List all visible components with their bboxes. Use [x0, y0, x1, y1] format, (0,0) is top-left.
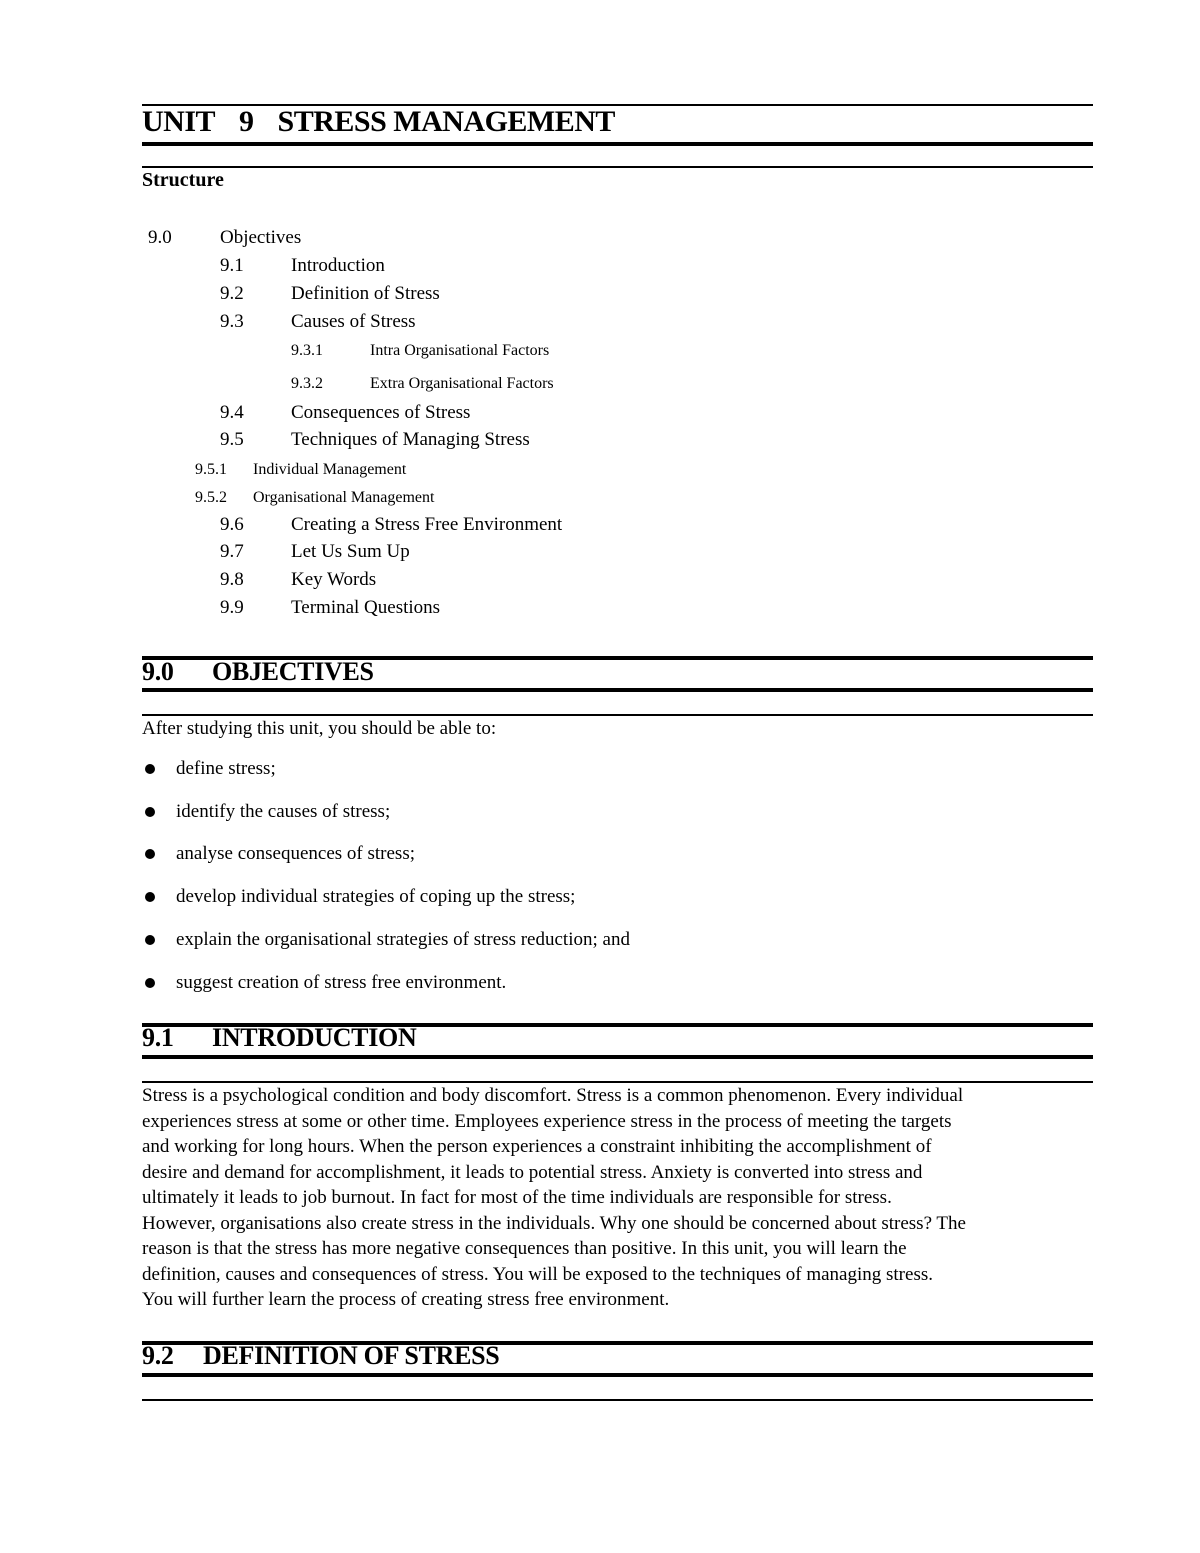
toc-number: 9.2 — [220, 283, 244, 304]
toc-number: 9.7 — [220, 541, 244, 562]
toc-label: Individual Management — [253, 461, 407, 478]
list-item-text: analyse consequences of stress; — [176, 843, 416, 864]
section-title: INTRODUCTION — [212, 1023, 417, 1052]
toc-label: Introduction — [291, 255, 385, 276]
paragraph-line: However, organisations also create stress in the individuals. Why one should be concerned about stress? The — [142, 1212, 966, 1234]
paragraph-line: Stress is a psychological condition and body discomfort. Stress is a common phenomenon. Every individual — [142, 1085, 964, 1106]
section-number: 9.2 — [142, 1341, 174, 1370]
paragraph-line: reason is that the stress has more negative consequences than positive. In this unit, you will learn the — [142, 1238, 907, 1259]
toc-label: Causes of Stress — [291, 311, 416, 332]
objectives-intro: After studying this unit, you should be able to: — [142, 718, 497, 739]
list-item-text: develop individual strategies of coping up the stress; — [176, 886, 576, 907]
rule-definition-body — [142, 1399, 1093, 1401]
paragraph-line: and working for long hours. When the person experiences a constraint inhibiting the accomplishment of — [142, 1136, 932, 1157]
toc-number: 9.0 — [148, 227, 172, 248]
rule-introduction-bottom — [142, 1055, 1093, 1059]
toc-number: 9.5 — [220, 429, 244, 450]
section-title: DEFINITION OF STRESS — [203, 1341, 500, 1370]
bullet-icon — [145, 764, 155, 774]
toc-number: 9.6 — [220, 514, 244, 535]
bullet-icon — [145, 978, 155, 988]
list-item-text: define stress; — [176, 758, 276, 779]
toc-label: Definition of Stress — [291, 283, 440, 304]
rule-structure-top — [142, 166, 1093, 168]
toc-number: 9.9 — [220, 597, 244, 618]
list-item-text: suggest creation of stress free environment. — [176, 972, 507, 993]
paragraph-line: desire and demand for accomplishment, it leads to potential stress. Anxiety is converted into stress and — [142, 1161, 923, 1183]
bullet-icon — [145, 892, 155, 902]
unit-number: 9 — [239, 105, 254, 138]
paragraph-line: You will further learn the process of creating stress free environment. — [142, 1289, 670, 1310]
toc-number: 9.5.2 — [195, 489, 227, 506]
structure-label: Structure — [142, 169, 224, 191]
toc-label: Key Words — [291, 569, 377, 590]
toc-label: Terminal Questions — [291, 597, 441, 618]
toc-label: Intra Organisational Factors — [370, 342, 550, 359]
rule-objectives-bottom — [142, 688, 1093, 692]
section-number: 9.1 — [142, 1023, 174, 1052]
section-number: 9.0 — [142, 657, 174, 686]
toc-number: 9.4 — [220, 402, 244, 423]
toc-number: 9.1 — [220, 255, 244, 276]
bullet-icon — [145, 849, 155, 859]
toc-label: Consequences of Stress — [291, 402, 471, 423]
section-title: OBJECTIVES — [212, 657, 374, 686]
rule-definition-bottom — [142, 1373, 1093, 1377]
toc-label: Let Us Sum Up — [291, 541, 410, 562]
unit-title — [142, 104, 615, 140]
toc-label: Objectives — [220, 227, 302, 248]
toc-label: Extra Organisational Factors — [370, 375, 554, 392]
unit-label: UNIT — [142, 105, 216, 138]
toc-number: 9.8 — [220, 569, 244, 590]
toc-label: Creating a Stress Free Environment — [291, 514, 563, 535]
rule-unit-bottom — [142, 142, 1093, 146]
list-item-text: explain the organisational strategies of stress reduction; and — [176, 929, 630, 950]
list-item-text: identify the causes of stress; — [176, 801, 391, 822]
introduction-paragraph — [142, 1083, 1097, 1313]
toc-label: Organisational Management — [253, 489, 435, 506]
toc-number: 9.3 — [220, 311, 244, 332]
unit-heading: STRESS MANAGEMENT — [277, 105, 615, 138]
paragraph-line: ultimately it leads to job burnout. In fact for most of the time individuals are responsible for stress. — [142, 1187, 892, 1208]
toc-number: 9.3.2 — [291, 375, 323, 392]
bullet-icon — [145, 935, 155, 945]
toc-number: 9.3.1 — [291, 342, 323, 359]
paragraph-line: definition, causes and consequences of stress. You will be exposed to the techniques of managing stress. — [142, 1263, 933, 1285]
bullet-icon — [145, 807, 155, 817]
rule-objectives-body — [142, 714, 1093, 716]
paragraph-line: experiences stress at some or other time. Employees experience stress in the process of meeting the targets — [142, 1110, 952, 1132]
toc-number: 9.5.1 — [195, 461, 227, 478]
toc-label: Techniques of Managing Stress — [291, 429, 530, 450]
